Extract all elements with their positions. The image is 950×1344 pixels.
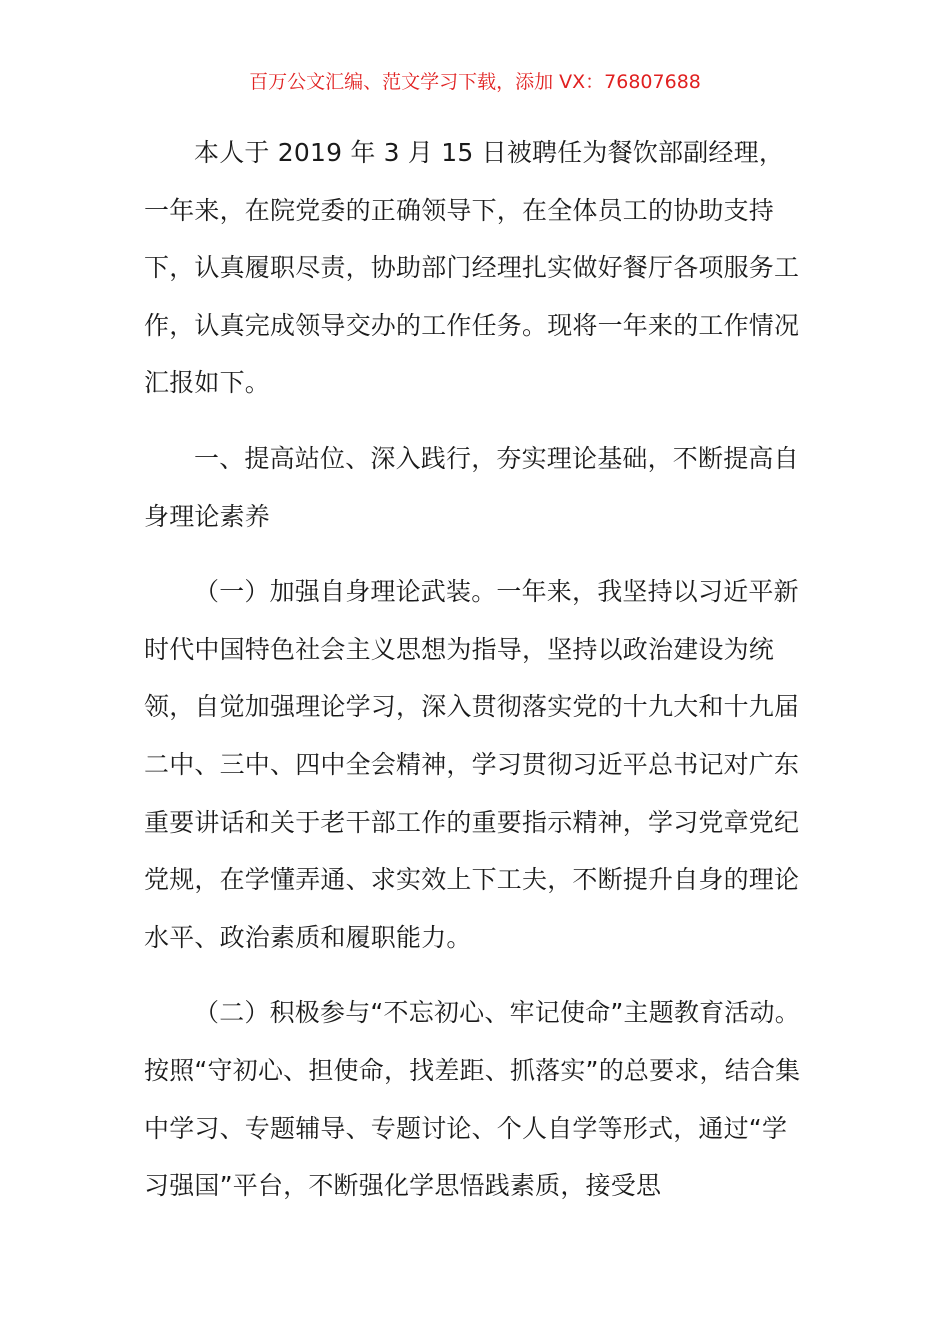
intro-paragraph: 本人于 2019 年 3 月 15 日被聘任为餐饮部副经理，一年来，在院党委的正确领导下，在全体员工的协助支持下，认真履职尽责，协助部门经理扎实做好餐厅各项服务工作，认真完成领导交办的工作任务。现将一年来的工作情况汇报如下。	[144, 138, 800, 398]
section-heading-1: 一、提高站位、深入践行，夯实理论基础，不断提高自身理论素养	[144, 443, 799, 531]
header-notice: 百万公文汇编、范文学习下载，添加 VX：76807688	[249, 71, 701, 93]
subsection-paragraph-1: （一）加强自身理论武装。一年来，我坚持以习近平新时代中国特色社会主义思想为指导，坚持以政治建设为统领，自觉加强理论学习，深入贯彻落实党的十九大和十九届二中、三中、四中全会精神，学习贯彻习近平总书记对广东重要讲话和关于老干部工作的重要指示精神，学习党章党纪党规，在学懂弄通、求实效上下工夫，不断提升自身的理论水平、政治素质和履职能力。	[144, 577, 800, 952]
document-body	[144, 124, 806, 1215]
subsection-paragraph-2: （二）积极参与“不忘初心、牢记使命”主题教育活动。按照“守初心、担使命，找差距、抓落实”的总要求，结合集中学习、专题辅导、专题讨论、个人自学等形式，通过“学习强国”平台，不断强化学思悟践素质，接受思	[144, 998, 801, 1201]
